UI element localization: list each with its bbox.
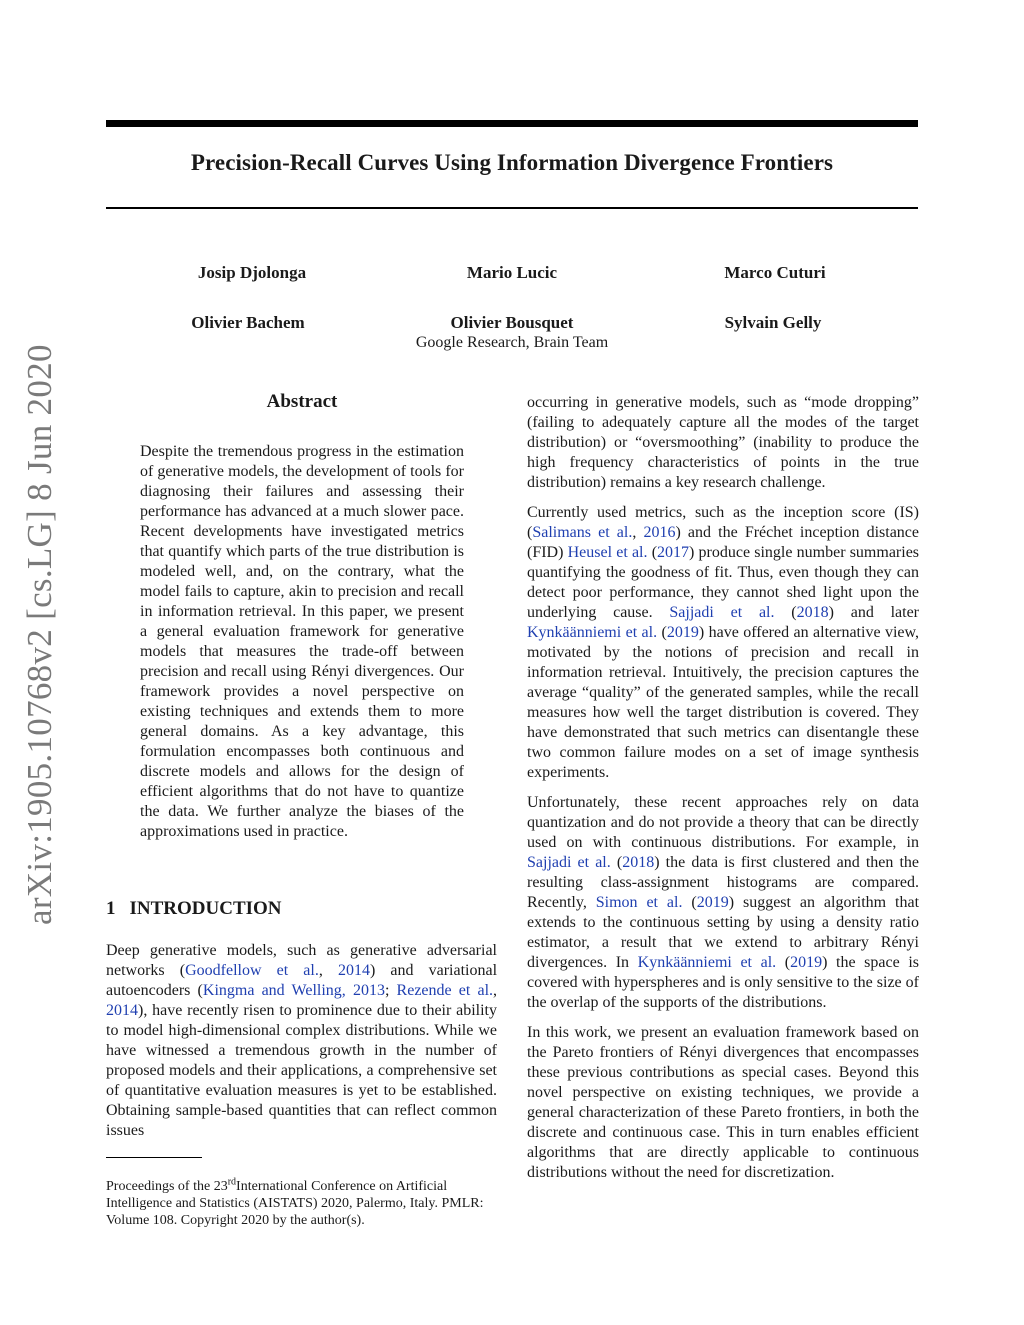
intro-text: Deep generative models, such as generative adversarial networks (Goodfellow et al., 2014) and variational autoencoders (Kingma and Welling, 2013; Rezende et al., 2014), have recently risen to prominence due to their ability to model high-dimensional complex distributions. While we have witnessed a tremendous growth in the number of proposed models and their applications, a comprehensive set of quantitative evaluation measures is yet to be established. Obtaining sample-based quantities that can reflect common issues <box>106 942 498 1139</box>
citation-link[interactable]: 2014 <box>106 1002 138 1019</box>
citation-link[interactable]: Kynkäänniemi et al. <box>527 624 658 641</box>
citation-link[interactable]: 2017 <box>657 544 690 561</box>
author-6: Sylvain Gelly <box>724 313 822 332</box>
affiliation: Google Research, Brain Team <box>415 334 609 351</box>
section-number: 1 <box>106 898 116 919</box>
citation-link[interactable]: Sajjadi et al. <box>527 854 611 871</box>
citation-link[interactable]: 2019 <box>790 954 823 971</box>
author-4: Olivier Bachem <box>191 313 305 332</box>
section-title: INTRODUCTION <box>129 898 282 919</box>
paragraph: In this work, we present an evaluation framework based on the Pareto frontiers of Rényi divergences that encompasses these previous contributions as special cases. Beyond this novel perspective on existing techniques, we provide a general characterization of these Pareto frontiers, in both the discrete and continuous case. This in turn enables efficient algorithms that are directly applicable to continuous distributions without the need for discretization. <box>527 1024 919 1181</box>
arxiv-stamp: arXiv:1905.10768v2 [cs.LG] 8 Jun 2020 <box>20 344 59 925</box>
right-column <box>527 393 919 1183</box>
title-rule-bottom <box>106 207 918 209</box>
abstract-heading: Abstract <box>266 391 338 412</box>
abstract-text: Despite the tremendous progress in the estimation of generative models, the development of tools for diagnosing their failures and assessing their performance has advanced at a much slower pace. Recent developments have investigated metrics that quantify which parts of the true distribution is modeled well, and, on the contrary, what the model fails to capture, akin to precision and recall in information retrieval. In this paper, we present a general evaluation framework for generative models that measures the trade-off between precision and recall using Rényi divergences. Our framework provides a novel perspective on existing techniques and extends them to more general domains. As a key advantage, this formulation encompasses both continuous and discrete models and allows for the design of efficient algorithms that do not have to quantize the data. We further analyze the biases of the approximations used in practice. <box>140 443 464 840</box>
citation-link[interactable]: 2019 <box>696 894 729 911</box>
citation-link[interactable]: Salimans et al. <box>532 524 633 541</box>
section-heading <box>106 898 296 920</box>
intro-paragraph <box>106 941 497 1141</box>
author-5: Olivier Bousquet <box>450 313 574 332</box>
citation-link[interactable]: Heusel et al. <box>567 544 648 561</box>
citation-link[interactable]: 2019 <box>666 624 699 641</box>
paragraph: Unfortunately, these recent approaches rely on data quantization and do not provide a theory that can be directly used on with continuous distributions. For example, in Sajjadi et al. (2018) the data is first clustered and then the resulting class-assignment histograms are compared. Recently, Simon et al. (2019) suggest an algorithm that extends to the continuous setting by using a density ratio estimator, a result that we extend to arbitrary Rényi divergences. In Kynkäänniemi et al. (2019) the space is covered with hyperspheres and is only sensitive to the size of the overlap of the supports of the distributions. <box>527 794 920 1011</box>
citation-link[interactable]: 2016 <box>643 524 676 541</box>
citation-link[interactable]: 2014 <box>337 962 370 979</box>
author-2: Mario Lucic <box>466 263 558 282</box>
citation-link[interactable]: Sajjadi et al. <box>669 604 775 621</box>
citation-link[interactable]: 2018 <box>796 604 829 621</box>
citation-link[interactable]: Kingma and Welling, 2013 <box>202 982 385 999</box>
paragraph: occurring in generative models, such as “mode dropping” (failing to adequately capture all the modes of the target distribution) or “oversmoothing” (inability to produce the high frequency characteristics of points in the true distribution) remains a key research challenge. <box>527 394 919 491</box>
footnote: Proceedings of the 23rdInternational Conference on Artificial Intelligence and Statistics (AISTATS) 2020, Palermo, Italy. PMLR: Volume 108. Copyright 2020 by the author(s). <box>106 1176 484 1228</box>
footnote-rule <box>106 1157 202 1158</box>
citation-link[interactable]: Simon et al. <box>595 894 683 911</box>
author-3: Marco Cuturi <box>724 263 826 282</box>
abstract-body <box>140 442 464 842</box>
paragraph: Currently used metrics, such as the inception score (IS) (Salimans et al., 2016) and the Fréchet inception distance (FID) Heusel et al. (2017) produce single number summaries quantifying the goodness of fit. Thus, even though they can detect poor performance, they cannot shed light upon the underlying cause. Sajjadi et al. (2018) and later Kynkäänniemi et al. (2019) have offered an alternative view, motivated by the notions of precision and recall in information retrieval. Intuitively, the precision captures the average “quality” of the generated samples, while the recall measures how well the target distribution is covered. They have demonstrated that such metrics can disentangle these two common failure modes on a set of image synthesis experiments. <box>527 504 920 781</box>
citation-link[interactable]: Rezende et al. <box>396 982 494 999</box>
citation-link[interactable]: Kynkäänniemi et al. <box>637 954 777 971</box>
title-rule-top <box>106 120 918 127</box>
citation-link[interactable]: 2018 <box>622 854 655 871</box>
author-1: Josip Djolonga <box>197 263 307 282</box>
paper-title: Precision-Recall Curves Using Information Divergence Frontiers <box>190 150 834 175</box>
citation-link[interactable]: Goodfellow et al. <box>185 962 319 979</box>
